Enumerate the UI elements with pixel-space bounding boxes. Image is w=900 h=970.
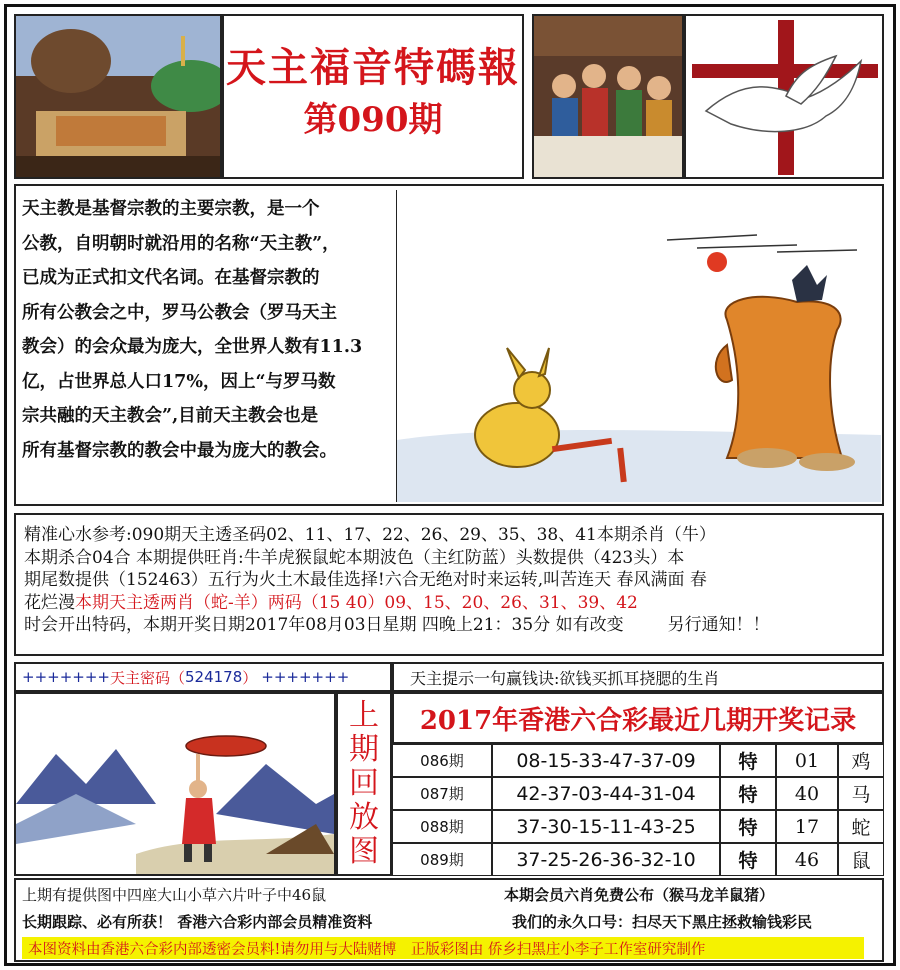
footer-line-2-right: 我们的永久口号：扫尽天下黑庄拯救输钱彩民 [512, 913, 813, 931]
replay-char: 放 [349, 800, 379, 835]
info-line-1: 精准心水参考:090期天主透圣码02、11、17、22、26、29、35、38、41本期杀肖（牛） [24, 525, 716, 545]
last-supper-painting [532, 14, 684, 179]
numbers-cell: 42-37-03-44-31-04 [492, 777, 720, 810]
special-number-cell: 01 [776, 744, 838, 777]
zodiac-cell: 马 [838, 777, 884, 810]
tip-text: 天主提示一句赢钱诀:欲钱买抓耳挠腮的生肖 [410, 668, 720, 688]
secret-code-box [14, 662, 392, 692]
zodiac-cell: 鸡 [838, 744, 884, 777]
info-line-4-start: 花烂漫 [24, 592, 75, 613]
secret-code-label: 天主密码（ [109, 668, 185, 687]
intro-line: 宗共融的天主教会”,目前天主教会也是 [22, 406, 319, 426]
table-row [392, 777, 884, 810]
special-label-cell: 特 [720, 744, 776, 777]
replay-label-box [336, 692, 392, 876]
special-number-cell: 46 [776, 843, 838, 876]
secret-code-close: ） [242, 668, 258, 687]
intro-line: 已成为正式扣文代名词。在基督宗教的 [22, 268, 320, 288]
zodiac-cell: 鼠 [838, 843, 884, 876]
info-text [24, 524, 879, 637]
record-title-box [392, 692, 884, 744]
intro-line: 所有公教会之中，罗马公教会（罗马天主 [22, 302, 337, 323]
table-row [392, 843, 884, 876]
draw-date-text: 时会开出特码，本期开奖日期2017年08月03日星期 四晚上21：35分 如有改变 [24, 615, 624, 635]
results-table [392, 744, 884, 876]
period-cell: 086期 [392, 744, 492, 777]
info-line-4 [24, 592, 879, 615]
title-box [222, 14, 524, 179]
intro-line: 天主教是基督宗教的主要宗教，是一个 [22, 199, 320, 219]
replay-char: 回 [349, 766, 379, 801]
special-number-cell: 17 [776, 810, 838, 843]
info-line-2: 本期杀合04合 本期提供旺肖:牛羊虎猴鼠蛇本期波色（主红防蓝）头数提供（423头）本 [24, 547, 685, 568]
tip-box [392, 662, 884, 692]
intro-line: 公教，自明朝时就沿用的名称“天主教”， [22, 233, 340, 254]
issue-number: 第090期 [303, 100, 443, 140]
plus-decor-right: +++++++ [261, 668, 350, 686]
highlight-prediction: 本期天主透两肖（蛇-羊）两码（15 40）09、15、20、26、31、39、42 [75, 592, 638, 613]
special-number-cell: 40 [776, 777, 838, 810]
replay-char: 期 [349, 732, 379, 767]
table-row [392, 744, 884, 777]
period-cell: 089期 [392, 843, 492, 876]
replay-char: 图 [349, 834, 379, 869]
info-line-3: 期尾数提供（152463）五行为火土木最佳选择!六合无绝对时来运转,叫苦连天 春风满面 春 [24, 570, 707, 590]
intro-box [14, 184, 884, 506]
footer-line-1-right: 本期会员六肖免费公布（猴马龙羊鼠猪） [504, 886, 775, 904]
replay-char: 上 [349, 698, 379, 733]
newspaper-title: 天主福音特碼報 [226, 44, 520, 91]
intro-line: 教会）的会众最为庞大，全世界人数有11.3 [22, 337, 363, 357]
numbers-cell: 37-30-15-11-43-25 [492, 810, 720, 843]
record-title: 2017年香港六合彩最近几期开奖记录 [419, 705, 857, 736]
footer-banner-text: 本图资料由香港六合彩内部透密会员料!请勿用与大陆赌博 正版彩图由 侨乡扫黑庄小李子工作室研究制作 [28, 941, 706, 958]
period-cell: 087期 [392, 777, 492, 810]
table-row [392, 810, 884, 843]
footer-banner [22, 937, 864, 959]
intro-line: 所有基督宗教的教会中最为庞大的教会。 [22, 440, 337, 461]
info-box [14, 513, 884, 656]
church-photo [14, 14, 222, 179]
last-issue-illustration [14, 692, 336, 876]
special-label-cell: 特 [720, 810, 776, 843]
numbers-cell: 37-25-26-36-32-10 [492, 843, 720, 876]
footer-box [14, 878, 884, 962]
plus-decor-left: +++++++ [22, 668, 110, 686]
intro-line: 亿，占世界总人口17%，因上“与罗马数 [22, 371, 336, 392]
rabbit-illustration [396, 190, 880, 502]
notice-text: 另行通知！！ [667, 615, 770, 635]
intro-text [22, 192, 392, 468]
special-label-cell: 特 [720, 843, 776, 876]
secret-code-value: 524178 [185, 668, 243, 686]
footer-line-1-left: 上期有提供图中四座大山小草六片叶子中46鼠 [22, 886, 327, 904]
cross-dove-image [684, 14, 884, 179]
zodiac-cell: 蛇 [838, 810, 884, 843]
period-cell: 088期 [392, 810, 492, 843]
numbers-cell: 08-15-33-47-37-09 [492, 744, 720, 777]
info-line-5 [24, 614, 879, 637]
special-label-cell: 特 [720, 777, 776, 810]
footer-line-2-left: 长期跟踪、必有所获！ 香港六合彩内部会员精准资料 [22, 913, 373, 931]
